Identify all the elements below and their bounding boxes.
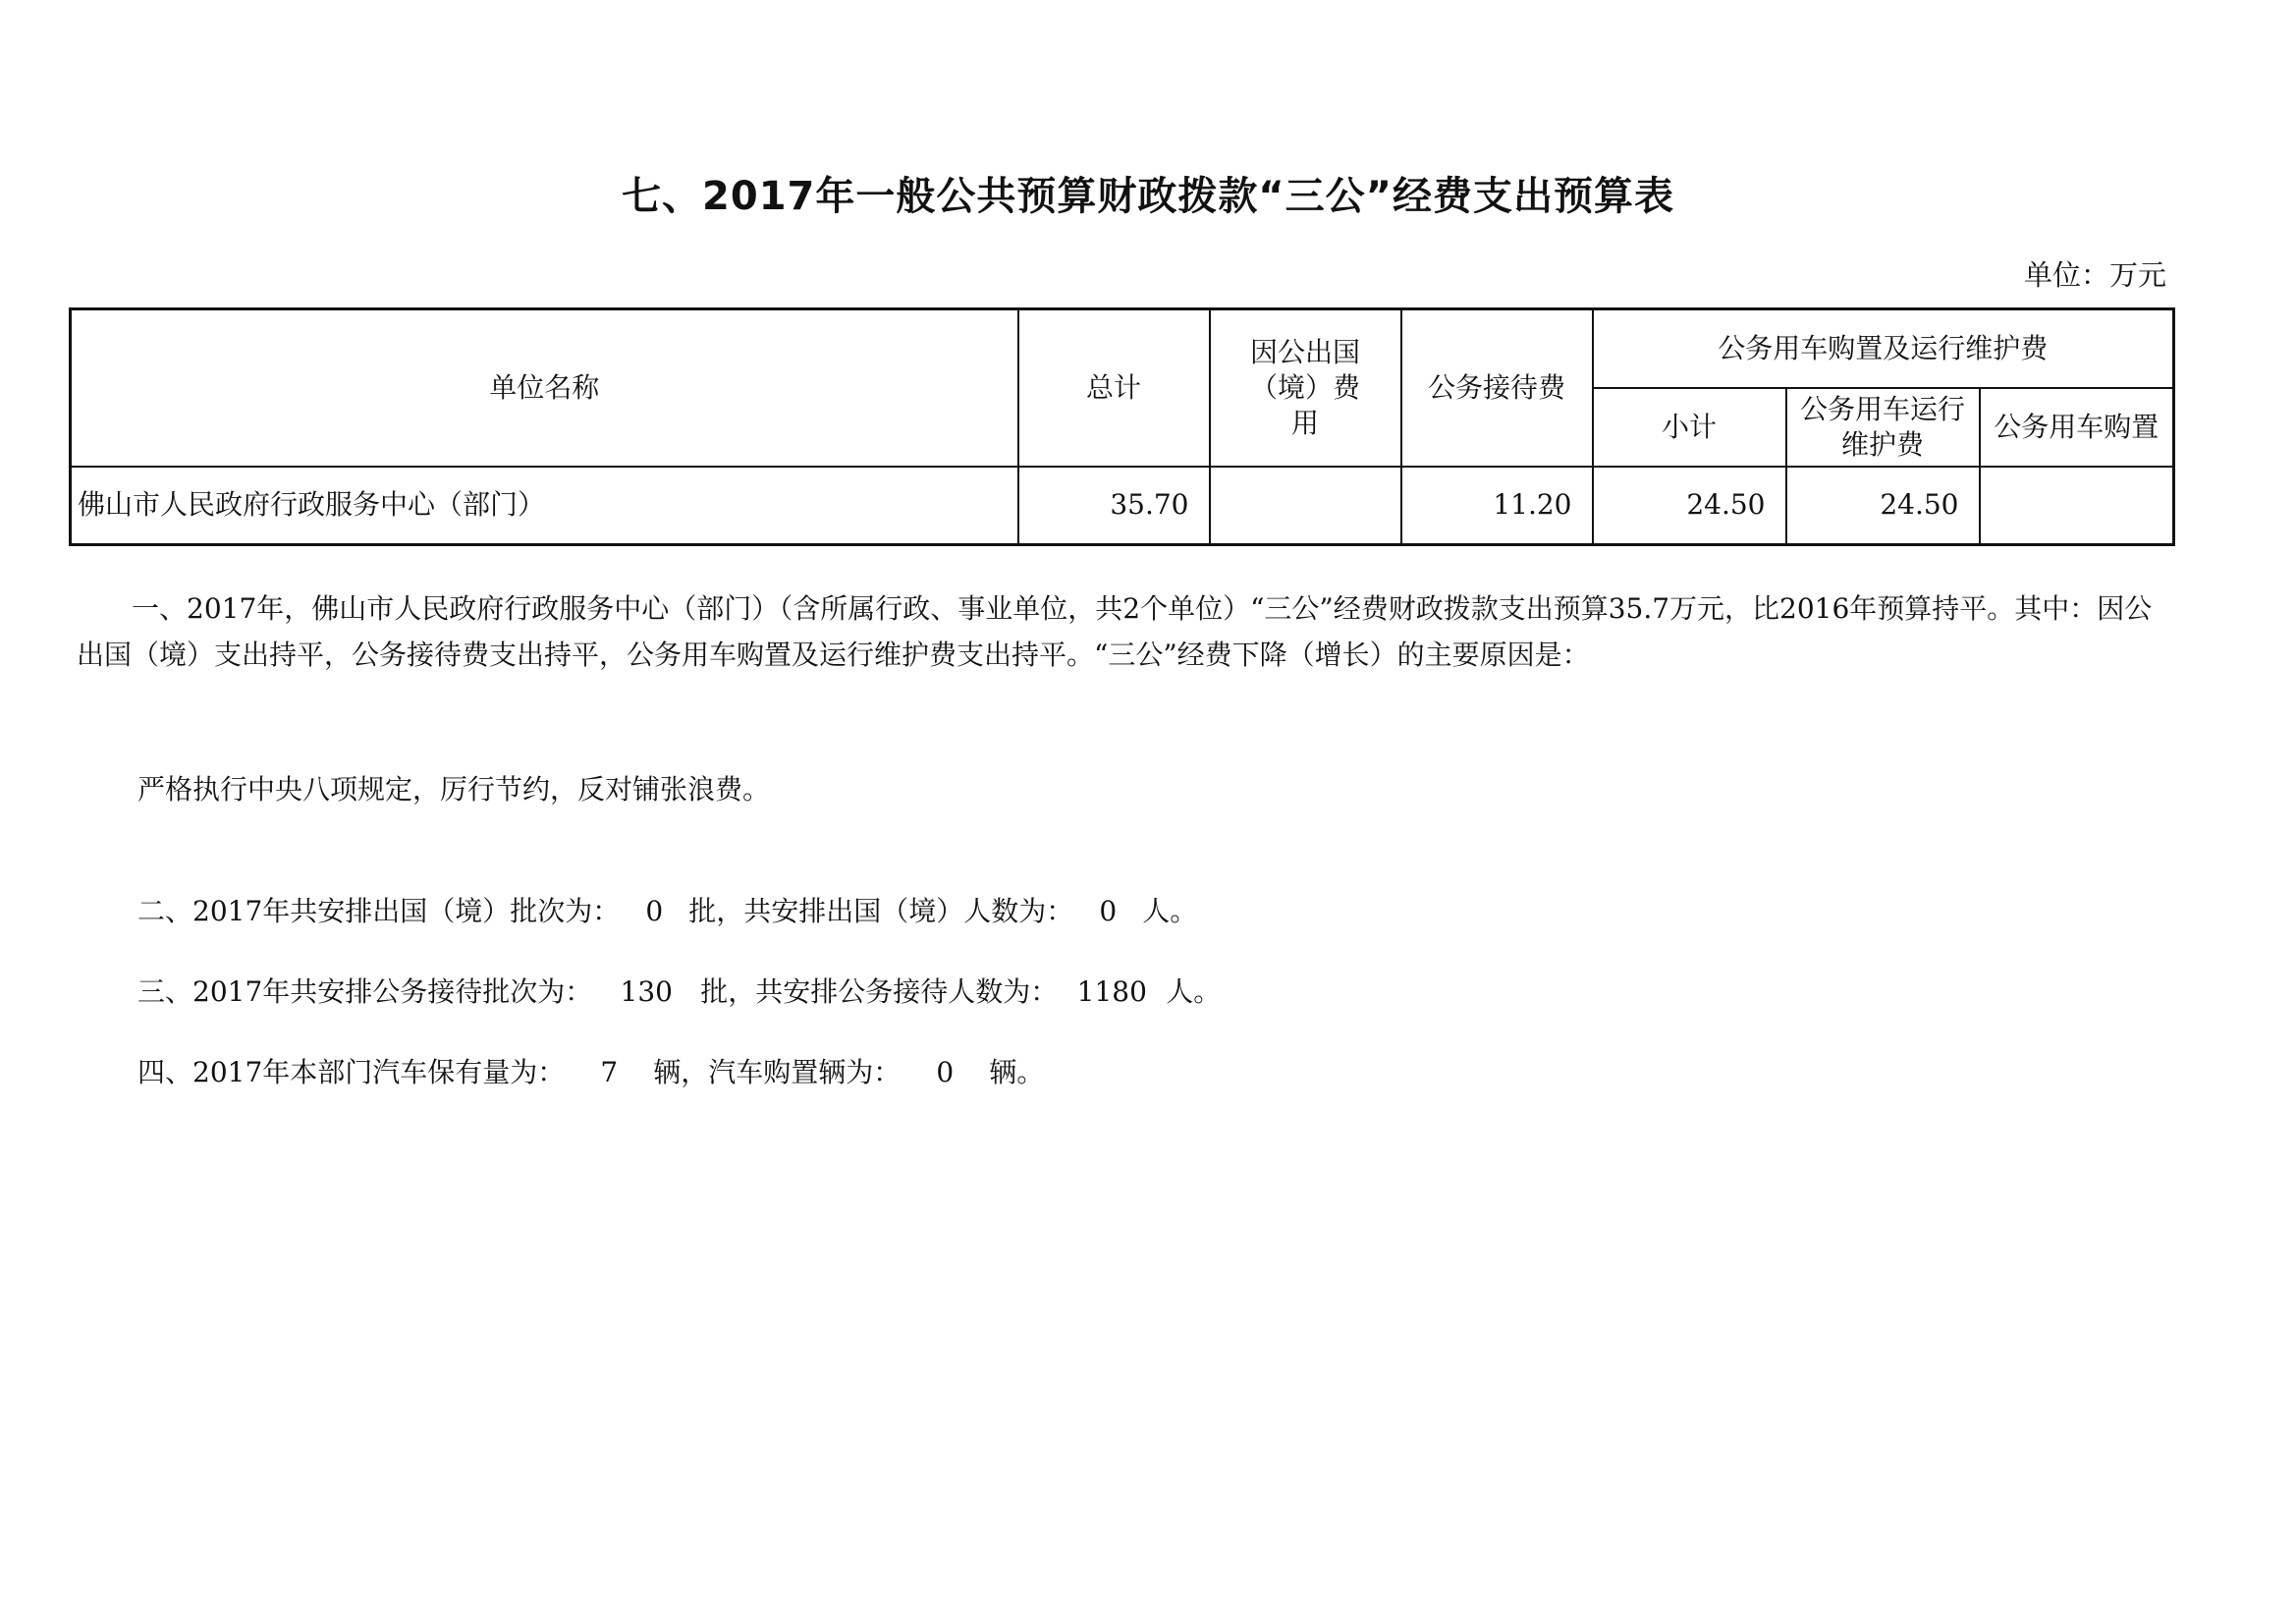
overseas-prefix: 二、2017年共安排出国（境）批次为： — [137, 895, 621, 927]
table-row — [71, 467, 2174, 545]
note-paragraph-1: 一、2017年，佛山市人民政府行政服务中心（部门）（含所属行政、事业单位，共2个单位）“三公”经费财政拨款支出预算35.7万元，比2016年预算持平。其中：因公出国（境）支出持平，公务接待费支出持平，公务用车购置及运行维护费支出持平。“三公”经费下降（增长）的主要原因是： — [77, 592, 2153, 671]
header-vehicle-group: 公务用车购置及运行维护费 — [1593, 309, 2174, 388]
note-line-overseas — [137, 890, 1197, 929]
note-paragraph-2: 严格执行中央八项规定，厉行节约，反对铺张浪费。 — [137, 773, 771, 806]
reception-suffix: 人。 — [1166, 975, 1222, 1008]
header-unit-name: 单位名称 — [71, 309, 1018, 467]
overseas-batches: 0 — [645, 895, 664, 927]
vehicles-count: 7 — [600, 1056, 619, 1088]
note-line-vehicles — [137, 1051, 1044, 1090]
budget-table — [69, 307, 2175, 546]
header-reception: 公务接待费 — [1401, 309, 1593, 467]
overseas-persons: 0 — [1099, 895, 1118, 927]
unit-label: 单位：万元 — [2023, 258, 2166, 292]
reception-persons: 1180 — [1076, 975, 1147, 1008]
reception-middle: 批，共安排公务接待人数为： — [700, 975, 1059, 1008]
vehicles-purchased: 0 — [936, 1056, 955, 1088]
row-vehicle-operation: 24.50 — [1786, 467, 1980, 545]
header-total: 总计 — [1018, 309, 1210, 467]
row-total: 35.70 — [1018, 467, 1210, 545]
header-vehicle-operation: 公务用车运行维护费 — [1786, 388, 1980, 467]
row-vehicle-purchase — [1980, 467, 2174, 545]
overseas-middle: 批，共安排出国（境）人数为： — [688, 895, 1074, 927]
row-overseas — [1210, 467, 1401, 545]
note-line-reception — [137, 971, 1221, 1010]
row-subtotal: 24.50 — [1593, 467, 1786, 545]
vehicles-suffix: 辆。 — [989, 1056, 1045, 1088]
header-vehicle-purchase: 公务用车购置 — [1980, 388, 2174, 467]
page-title: 七、2017年一般公共预算财政拨款“三公”经费支出预算表 — [622, 174, 1674, 219]
reception-batches: 130 — [620, 975, 673, 1008]
overseas-suffix: 人。 — [1142, 895, 1198, 927]
vehicles-prefix: 四、2017年本部门汽车保有量为： — [137, 1056, 566, 1088]
row-unit-name: 佛山市人民政府行政服务中心（部门） — [71, 467, 1018, 545]
row-reception: 11.20 — [1401, 467, 1593, 545]
reception-prefix: 三、2017年共安排公务接待批次为： — [137, 975, 593, 1008]
vehicles-middle: 辆，汽车购置辆为： — [653, 1056, 902, 1088]
header-subtotal: 小计 — [1593, 388, 1786, 467]
header-overseas: 因公出国（境）费用 — [1210, 309, 1401, 467]
